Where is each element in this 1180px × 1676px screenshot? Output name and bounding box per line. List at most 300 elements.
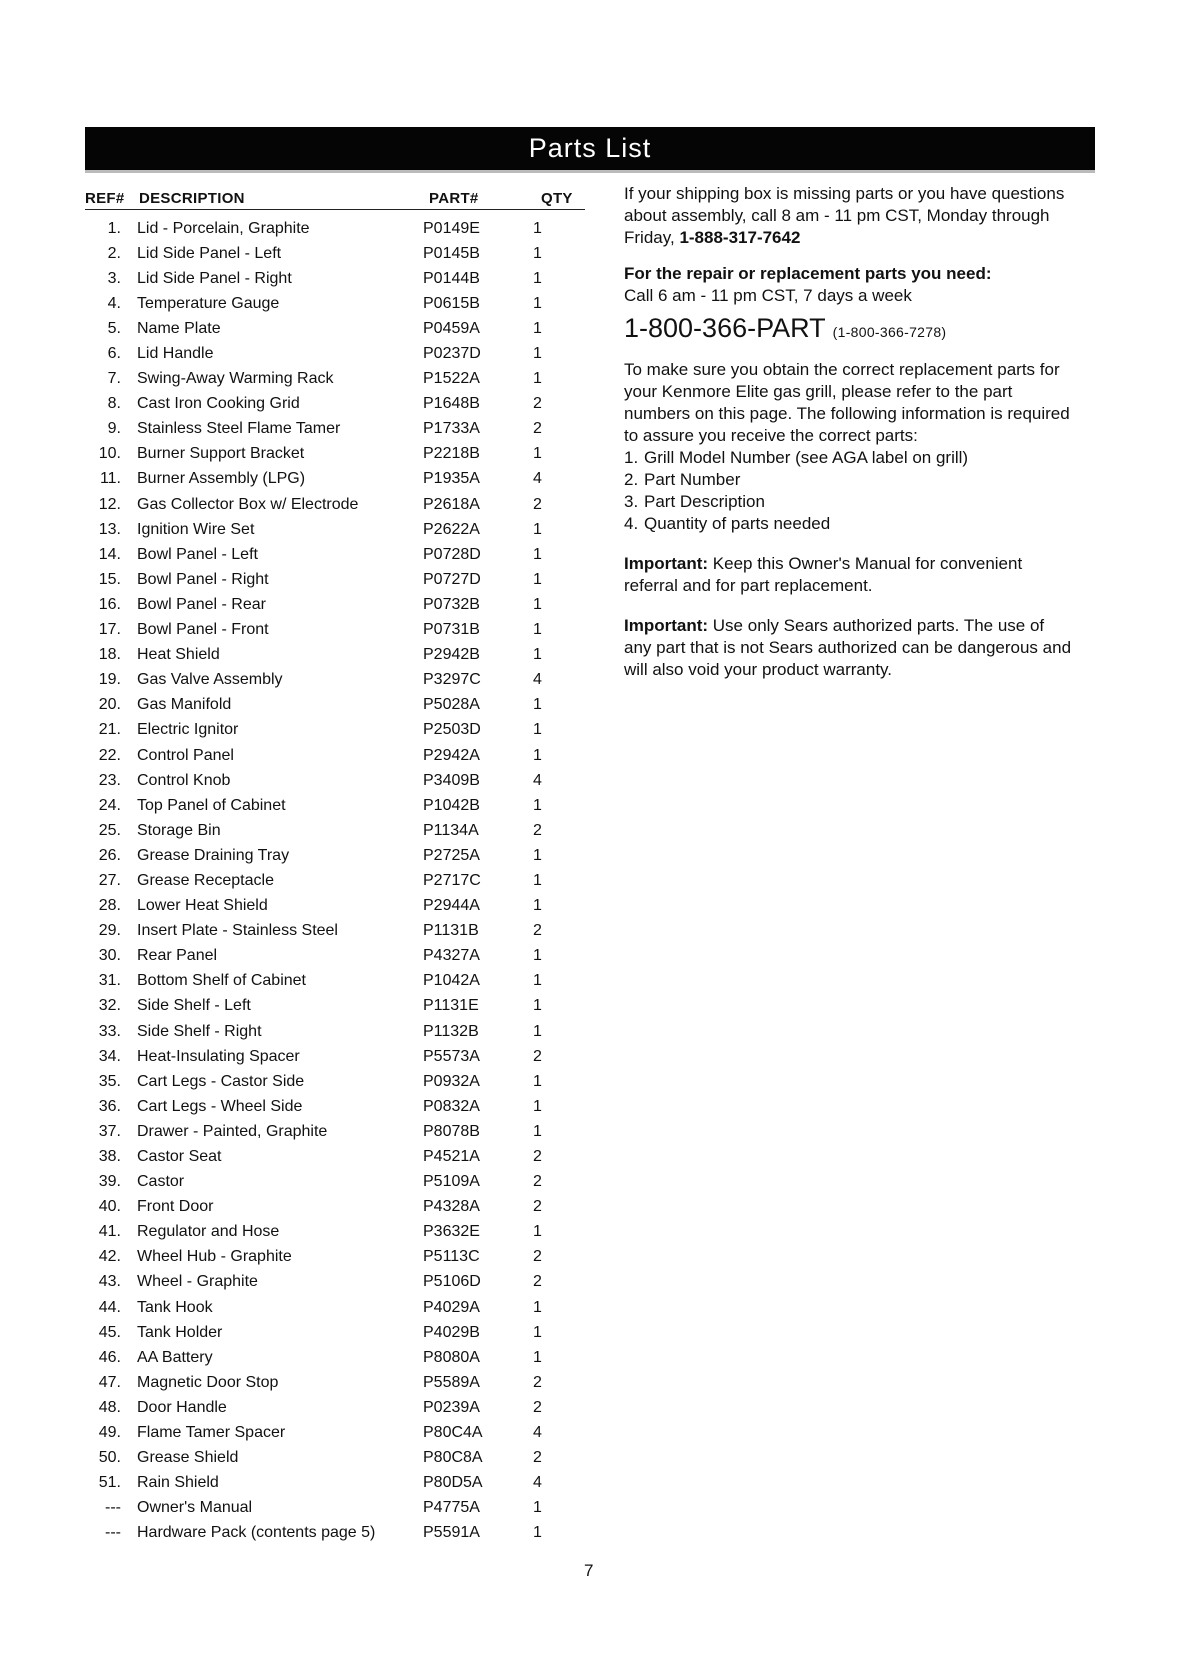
qty-cell: 1 [533,646,542,664]
description-cell: Grease Receptacle [137,871,274,889]
qty-cell: 1 [533,595,542,613]
ref-cell: 49. [98,1424,121,1442]
part-number-cell: P80C4A [423,1424,483,1442]
qty-cell: 1 [533,696,542,714]
description-cell: Lower Heat Shield [137,897,268,915]
table-row [85,1094,585,1119]
description-cell: Wheel Hub - Graphite [137,1248,292,1266]
description-cell: Castor Seat [137,1148,222,1166]
qty-cell: 1 [533,746,542,764]
ref-cell: --- [105,1499,121,1517]
part-number-cell: P5106D [423,1273,481,1291]
table-row [85,1471,585,1496]
qty-cell: 2 [533,495,542,513]
table-row [85,1496,585,1521]
table-row [85,1195,585,1220]
qty-cell: 1 [533,520,542,538]
repair-heading: For the repair or replacement parts you need: [624,264,992,283]
assembly-phone: 1-888-317-7642 [679,228,801,247]
part-number-cell: P2944A [423,897,480,915]
description-cell: Front Door [137,1198,214,1216]
part-number-cell: P0932A [423,1072,480,1090]
ref-cell: --- [105,1524,121,1542]
ref-cell: 26. [98,846,121,864]
table-row [85,818,585,843]
qty-cell: 1 [533,445,542,463]
description-cell: Name Plate [137,319,221,337]
list-item-text: Part Description [644,492,765,511]
table-row [85,567,585,592]
qty-cell: 1 [533,1022,542,1040]
ref-cell: 43. [98,1273,121,1291]
description-cell: Bowl Panel - Front [137,621,269,639]
qty-cell: 4 [533,1424,542,1442]
qty-cell: 1 [533,972,542,990]
description-cell: Stainless Steel Flame Tamer [137,420,341,438]
qty-cell: 1 [533,897,542,915]
qty-cell: 2 [533,1398,542,1416]
part-number-cell: P0728D [423,545,481,563]
part-number-cell: P1522A [423,370,480,388]
qty-cell: 1 [533,1323,542,1341]
description-cell: Tank Holder [137,1323,223,1341]
part-number-cell: P1733A [423,420,480,438]
qty-cell: 1 [533,1072,542,1090]
qty-cell: 1 [533,570,542,588]
table-row [85,341,585,366]
table-row [85,367,585,392]
part-number-cell: P0239A [423,1398,480,1416]
part-number-cell: P1134A [423,821,479,839]
important-note-1 [624,553,1072,597]
list-item [624,469,1072,491]
header-part: PART# [429,190,479,207]
table-row [85,1019,585,1044]
table-row [85,843,585,868]
description-cell: Heat Shield [137,646,220,664]
qty-cell: 1 [533,1298,542,1316]
table-row [85,392,585,417]
repair-hours: Call 6 am - 11 pm CST, 7 days a week [624,286,912,305]
qty-cell: 1 [533,370,542,388]
description-cell: Gas Manifold [137,696,232,714]
ref-cell: 31. [98,972,121,990]
ref-cell: 21. [98,721,121,739]
parts-table [85,183,585,1546]
qty-cell: 2 [533,1148,542,1166]
description-cell: Bowl Panel - Rear [137,595,266,613]
ref-cell: 29. [98,922,121,940]
qty-cell: 2 [533,1198,542,1216]
qty-cell: 1 [533,219,542,237]
ref-cell: 39. [98,1173,121,1191]
description-cell: Storage Bin [137,821,221,839]
table-row [85,793,585,818]
qty-cell: 1 [533,1223,542,1241]
qty-cell: 2 [533,1248,542,1266]
qty-cell: 1 [533,1499,542,1517]
list-item [624,513,1072,535]
part-number-cell: P0144B [423,269,480,287]
part-number-cell: P0832A [423,1097,480,1115]
part-number-cell: P0145B [423,244,480,262]
parts-phone-digits: (1-800-366-7278) [832,324,947,340]
table-row [85,1245,585,1270]
description-cell: Rain Shield [137,1474,219,1492]
table-row [85,1170,585,1195]
description-cell: Control Knob [137,771,231,789]
description-cell: Lid Side Panel - Left [137,244,282,262]
table-row [85,1119,585,1144]
part-number-cell: P2218B [423,445,480,463]
part-number-cell: P1132B [423,1022,479,1040]
description-cell: Side Shelf - Left [137,997,251,1015]
list-item [624,491,1072,513]
important-note-2 [624,615,1072,681]
description-cell: Tank Hook [137,1298,213,1316]
table-row [85,768,585,793]
description-cell: Gas Valve Assembly [137,671,283,689]
parts-phone [624,311,1072,349]
part-number-cell: P5591A [423,1524,480,1542]
table-row [85,442,585,467]
description-cell: Flame Tamer Spacer [137,1424,286,1442]
ref-cell: 45. [98,1323,121,1341]
table-row [85,693,585,718]
description-cell: Ignition Wire Set [137,520,255,538]
list-item-number: 2. [624,470,639,489]
description-cell: Cast Iron Cooking Grid [137,395,300,413]
qty-cell: 2 [533,1373,542,1391]
qty-cell: 1 [533,319,542,337]
ref-cell: 30. [98,947,121,965]
table-row [85,241,585,266]
qty-cell: 4 [533,470,542,488]
ref-cell: 48. [98,1398,121,1416]
part-number-cell: P2942A [423,746,480,764]
qty-cell: 1 [533,1122,542,1140]
part-number-cell: P2618A [423,495,480,513]
table-row [85,969,585,994]
ref-cell: 9. [107,420,121,438]
description-cell: Electric Ignitor [137,721,239,739]
part-number-cell: P0731B [423,621,480,639]
ref-cell: 51. [98,1474,121,1492]
important-text: Keep this Owner's Manual for convenient referral and for part replacement. [624,554,1023,595]
table-row [85,1295,585,1320]
ref-cell: 42. [98,1248,121,1266]
table-row [85,718,585,743]
table-row [85,894,585,919]
qty-cell: 2 [533,1173,542,1191]
description-cell: Hardware Pack (contents page 5) [137,1524,376,1542]
part-number-cell: P3632E [423,1223,480,1241]
part-number-cell: P80D5A [423,1474,483,1492]
table-row [85,517,585,542]
part-number-cell: P5109A [423,1173,480,1191]
table-row [85,668,585,693]
part-number-cell: P1131E [423,997,479,1015]
parts-phone-letters: 1-800-366-PART [624,313,826,343]
table-row [85,994,585,1019]
ref-cell: 20. [98,696,121,714]
part-number-cell: P2942B [423,646,480,664]
part-number-cell: P0149E [423,219,480,237]
part-number-cell: P1042B [423,796,480,814]
header-qty: QTY [541,190,573,207]
description-cell: Top Panel of Cabinet [137,796,286,814]
description-cell: Lid Handle [137,345,214,363]
description-cell: Owner's Manual [137,1499,253,1517]
table-row [85,542,585,567]
table-row [85,291,585,316]
ref-cell: 4. [107,294,121,312]
description-cell: Bowl Panel - Right [137,570,269,588]
description-cell: Regulator and Hose [137,1223,280,1241]
table-body [85,216,585,1546]
table-row [85,417,585,442]
description-cell: Magnetic Door Stop [137,1373,279,1391]
important-label: Important: [624,616,709,635]
description-cell: Lid - Porcelain, Graphite [137,219,310,237]
description-cell: Swing-Away Warming Rack [137,370,334,388]
ref-cell: 8. [107,395,121,413]
ref-cell: 50. [98,1449,121,1467]
description-cell: Lid Side Panel - Right [137,269,292,287]
table-row [85,1144,585,1169]
part-number-cell: P1648B [423,395,480,413]
ref-cell: 14. [98,545,121,563]
ref-cell: 33. [98,1022,121,1040]
obtain-parts-text: To make sure you obtain the correct replacement parts for your Kenmore Elite gas grill, please refer to the part numbers on this page. The following information is required to assure you receive the correct parts: [624,360,1070,445]
info-column [624,183,1072,681]
qty-cell: 1 [533,345,542,363]
qty-cell: 1 [533,846,542,864]
ref-cell: 41. [98,1223,121,1241]
list-item [624,447,1072,469]
description-cell: Drawer - Painted, Graphite [137,1122,328,1140]
parts-list-banner [85,127,1095,173]
table-row [85,1270,585,1295]
qty-cell: 1 [533,294,542,312]
description-cell: Door Handle [137,1398,227,1416]
qty-cell: 2 [533,420,542,438]
ref-cell: 12. [98,495,121,513]
description-cell: Control Panel [137,746,234,764]
ref-cell: 24. [98,796,121,814]
table-row [85,492,585,517]
part-number-cell: P5589A [423,1373,480,1391]
description-cell: Bottom Shelf of Cabinet [137,972,306,990]
list-item-text: Quantity of parts needed [644,514,831,533]
qty-cell: 2 [533,922,542,940]
required-info-list [624,447,1072,535]
table-row [85,467,585,492]
ref-cell: 17. [98,621,121,639]
part-number-cell: P3297C [423,671,481,689]
ref-cell: 35. [98,1072,121,1090]
part-number-cell: P1935A [423,470,480,488]
part-number-cell: P0237D [423,345,481,363]
qty-cell: 1 [533,545,542,563]
ref-cell: 7. [107,370,121,388]
description-cell: AA Battery [137,1348,213,1366]
ref-cell: 15. [98,570,121,588]
qty-cell: 1 [533,621,542,639]
table-row [85,592,585,617]
table-row [85,868,585,893]
ref-cell: 6. [107,345,121,363]
description-cell: Bowl Panel - Left [137,545,258,563]
qty-cell: 4 [533,771,542,789]
list-item-number: 3. [624,492,639,511]
qty-cell: 1 [533,796,542,814]
table-row [85,316,585,341]
ref-cell: 40. [98,1198,121,1216]
table-row [85,643,585,668]
table-row [85,1521,585,1546]
table-row [85,1421,585,1446]
missing-parts-text: If your shipping box is missing parts or you have questions about assembly, call 8 am - 11 pm CST, Monday through Friday, [624,184,1065,247]
qty-cell: 4 [533,1474,542,1492]
table-row [85,1370,585,1395]
part-number-cell: P2503D [423,721,481,739]
table-row [85,944,585,969]
ref-cell: 22. [98,746,121,764]
description-cell: Cart Legs - Wheel Side [137,1097,303,1115]
qty-cell: 2 [533,1449,542,1467]
ref-cell: 10. [98,445,121,463]
part-number-cell: P4775A [423,1499,480,1517]
missing-parts-note [624,183,1072,249]
part-number-cell: P2725A [423,846,480,864]
part-number-cell: P1131B [423,922,479,940]
list-item-number: 1. [624,448,639,467]
ref-cell: 47. [98,1373,121,1391]
table-row [85,216,585,241]
table-row [85,1220,585,1245]
table-row [85,266,585,291]
table-row [85,919,585,944]
part-number-cell: P5573A [423,1047,480,1065]
ref-cell: 27. [98,871,121,889]
ref-cell: 36. [98,1097,121,1115]
table-row [85,618,585,643]
part-number-cell: P80C8A [423,1449,483,1467]
ref-cell: 28. [98,897,121,915]
list-item-text: Grill Model Number (see AGA label on grill) [644,448,969,467]
part-number-cell: P5113C [423,1248,480,1266]
ref-cell: 46. [98,1348,121,1366]
part-number-cell: P3409B [423,771,480,789]
table-header [85,183,585,210]
ref-cell: 16. [98,595,121,613]
qty-cell: 2 [533,395,542,413]
part-number-cell: P4327A [423,947,480,965]
qty-cell: 1 [533,1097,542,1115]
part-number-cell: P8078B [423,1122,480,1140]
ref-cell: 38. [98,1148,121,1166]
part-number-cell: P4029B [423,1323,480,1341]
ref-cell: 3. [107,269,121,287]
ref-cell: 37. [98,1122,121,1140]
header-description: DESCRIPTION [139,190,245,207]
important-text: Use only Sears authorized parts. The use of any part that is not Sears authorized can be dangerous and will also void your product warranty. [624,616,1072,679]
qty-cell: 2 [533,1273,542,1291]
list-item-text: Part Number [644,470,741,489]
ref-cell: 1. [107,219,121,237]
part-number-cell: P0727D [423,570,481,588]
ref-cell: 32. [98,997,121,1015]
page-number: 7 [584,1561,594,1580]
description-cell: Grease Draining Tray [137,846,290,864]
description-cell: Side Shelf - Right [137,1022,262,1040]
important-label: Important: [624,554,709,573]
description-cell: Wheel - Graphite [137,1273,258,1291]
ref-cell: 5. [107,319,121,337]
part-number-cell: P1042A [423,972,480,990]
qty-cell: 1 [533,997,542,1015]
part-number-cell: P0615B [423,294,480,312]
part-number-cell: P0732B [423,595,480,613]
ref-cell: 2. [107,244,121,262]
table-row [85,1395,585,1420]
page-title: Parts List [528,133,652,163]
ref-cell: 18. [98,646,121,664]
part-number-cell: P4328A [423,1198,480,1216]
list-item-number: 4. [624,514,639,533]
ref-cell: 19. [98,671,121,689]
description-cell: Burner Support Bracket [137,445,305,463]
ref-cell: 25. [98,821,121,839]
description-cell: Temperature Gauge [137,294,280,312]
description-cell: Gas Collector Box w/ Electrode [137,495,359,513]
description-cell: Insert Plate - Stainless Steel [137,922,338,940]
qty-cell: 1 [533,721,542,739]
table-row [85,1044,585,1069]
qty-cell: 1 [533,1348,542,1366]
table-row [85,1320,585,1345]
ref-cell: 11. [99,470,121,488]
description-cell: Cart Legs - Castor Side [137,1072,305,1090]
qty-cell: 1 [533,947,542,965]
part-number-cell: P4521A [423,1148,480,1166]
table-row [85,1446,585,1471]
table-row [85,743,585,768]
description-cell: Castor [137,1173,185,1191]
qty-cell: 1 [533,269,542,287]
part-number-cell: P0459A [423,319,480,337]
qty-cell: 1 [533,244,542,262]
part-number-cell: P4029A [423,1298,480,1316]
description-cell: Grease Shield [137,1449,239,1467]
description-cell: Burner Assembly (LPG) [137,470,306,488]
header-ref: REF# [85,190,125,207]
qty-cell: 2 [533,1047,542,1065]
ref-cell: 44. [98,1298,121,1316]
qty-cell: 4 [533,671,542,689]
table-row [85,1069,585,1094]
ref-cell: 34. [98,1047,121,1065]
part-number-cell: P2622A [423,520,480,538]
description-cell: Rear Panel [137,947,218,965]
qty-cell: 2 [533,821,542,839]
qty-cell: 1 [533,871,542,889]
ref-cell: 23. [98,771,121,789]
qty-cell: 1 [533,1524,542,1542]
part-number-cell: P5028A [423,696,480,714]
part-number-cell: P2717C [423,871,481,889]
